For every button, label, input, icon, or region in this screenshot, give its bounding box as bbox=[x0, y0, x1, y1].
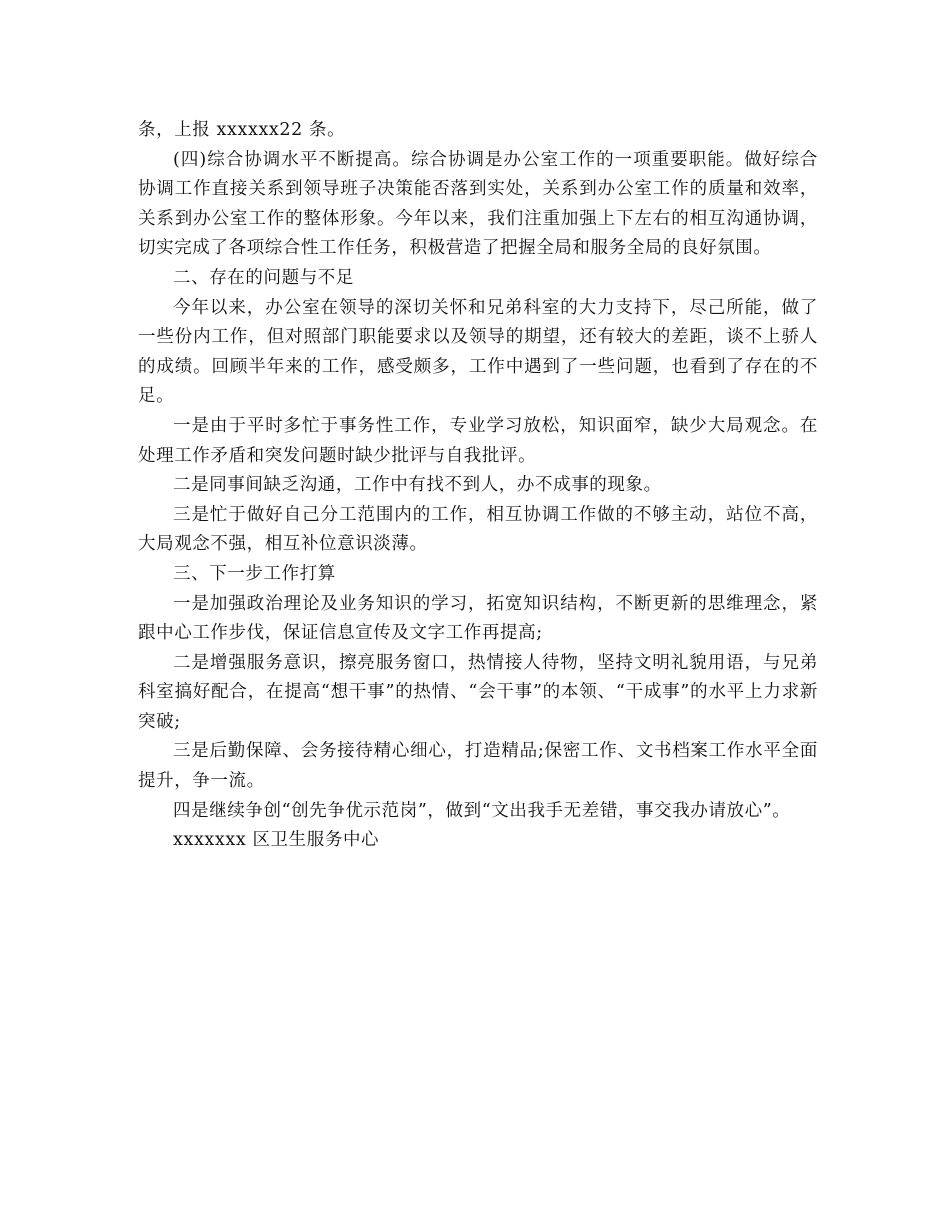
paragraph-problems-intro: 今年以来，办公室在领导的深切关怀和兄弟科室的大力支持下，尽己所能，做了一些份内工作，但对照部门职能要求以及领导的期望，还有较大的差距，谈不上骄人的成绩。回顾半年来的工作，感受颇多，工作中遇到了一些问题，也看到了存在的不足。 bbox=[138, 297, 818, 407]
signature-organization: xxxxxxx 区卫生服务中心 bbox=[173, 830, 380, 851]
paragraph-plan-2: 二是增强服务意识，擦亮服务窗口，热情接人待物，坚持文明礼貌用语，与兄弟科室搞好配合，在提高“想干事”的热情、“会干事”的本领、“干成事”的水平上力求新突破; bbox=[138, 652, 818, 732]
paragraph-continuation: 条，上报 xxxxxx22 条。 bbox=[138, 120, 346, 140]
paragraph-plan-4: 四是继续争创“创先争优示范岗”，做到“文出我手无差错，事交我办请放心”。 bbox=[173, 800, 791, 821]
paragraph-plan-1: 一是加强政治理论及业务知识的学习，拓宽知识结构，不断更新的思维理念，紧跟中心工作步伐，保证信息宣传及文字工作再提高; bbox=[138, 593, 818, 644]
document-body bbox=[138, 116, 818, 856]
section-heading-problems: 二、存在的问题与不足 bbox=[173, 267, 354, 288]
section-heading-next-steps: 三、下一步工作打算 bbox=[173, 563, 336, 584]
paragraph-problem-2: 二是同事间缺乏沟通，工作中有找不到人，办不成事的现象。 bbox=[173, 475, 662, 496]
paragraph-plan-3: 三是后勤保障、会务接待精心细心，打造精品;保密工作、文书档案工作水平全面提升，争一流。 bbox=[138, 741, 818, 792]
paragraph-coordination: (四)综合协调水平不断提高。综合协调是办公室工作的一项重要职能。做好综合协调工作直接关系到领导班子决策能否落到实处，关系到办公室工作的质量和效率，关系到办公室工作的整体形象。今年以来，我们注重加强上下左右的相互沟通协调，切实完成了各项综合性工作任务，积极营造了把握全局和服务全局的良好氛围。 bbox=[138, 149, 818, 259]
paragraph-problem-1: 一是由于平时多忙于事务性工作，专业学习放松，知识面窄，缺少大局观念。在处理工作矛盾和突发问题时缺少批评与自我批评。 bbox=[138, 415, 818, 466]
paragraph-problem-3: 三是忙于做好自己分工范围内的工作，相互协调工作做的不够主动，站位不高，大局观念不强，相互补位意识淡薄。 bbox=[138, 504, 818, 555]
